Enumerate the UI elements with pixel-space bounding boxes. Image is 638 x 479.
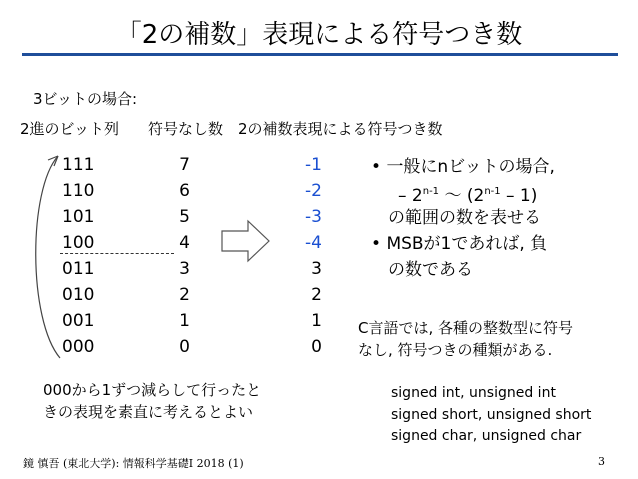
unsigned-value: 7: [179, 155, 190, 175]
bit-pattern: 101: [62, 207, 95, 227]
signed-value: -1: [305, 155, 322, 175]
footer-credit: 鏡 慎吾 (東北大学): 情報科学基礎I 2018 (1): [23, 457, 244, 470]
column-header-unsigned: 符号なし数: [148, 120, 224, 138]
bullet-msb: • MSBが1であれば, 負: [371, 234, 548, 254]
type-pair: signed char, unsigned char: [391, 428, 582, 444]
unsigned-value: 6: [179, 181, 190, 201]
wrap-around-arrow-icon: [30, 150, 70, 365]
range-description: の範囲の数を表せる: [388, 208, 541, 228]
right-arrow-icon: [220, 218, 272, 264]
bullet-icon: •: [371, 234, 382, 254]
bullet-icon: •: [371, 157, 382, 177]
bit-pattern: 110: [62, 181, 95, 201]
slide-title: 「2の補数」表現による符号つき数: [115, 20, 523, 50]
case-heading: 3ビットの場合:: [33, 90, 137, 108]
bit-pattern: 001: [62, 311, 95, 331]
signed-value: -2: [305, 181, 322, 201]
signed-value: 1: [311, 311, 322, 331]
signed-value: 0: [311, 337, 322, 357]
signed-value: 3: [311, 259, 322, 279]
column-header-bits: 2進のビット列: [20, 120, 119, 138]
bit-pattern: 010: [62, 285, 95, 305]
c-language-note-line-1: C言語では, 各種の整数型に符号: [358, 319, 574, 337]
title-underline: [22, 53, 618, 56]
unsigned-value: 1: [179, 311, 190, 331]
bit-pattern: 011: [62, 259, 95, 279]
column-header-signed: 2の補数表現による符号つき数: [238, 120, 443, 138]
unsigned-value: 3: [179, 259, 190, 279]
c-type-list: [391, 383, 591, 448]
sign-boundary-dashed-line: [60, 253, 174, 254]
counting-hint-line-2: きの表現を素直に考えるとよい: [43, 403, 254, 421]
counting-hint-line-1: 000から1ずつ減らして行ったと: [43, 381, 262, 399]
bit-pattern: 111: [62, 155, 95, 175]
bit-pattern: 000: [62, 337, 95, 357]
bullet-general-case: • 一般にnビットの場合,: [371, 157, 555, 177]
bullet-msb-continued: の数である: [388, 260, 473, 280]
signed-value: -3: [305, 207, 322, 227]
signed-value: 2: [311, 285, 322, 305]
type-pair: signed short, unsigned short: [391, 406, 592, 423]
unsigned-value: 4: [179, 233, 190, 253]
unsigned-value: 2: [179, 285, 190, 305]
c-language-note-line-2: なし, 符号つきの種類がある.: [358, 341, 553, 359]
type-pair: signed int, unsigned int: [391, 385, 556, 401]
page-number: 3: [598, 455, 605, 468]
unsigned-value: 5: [179, 207, 190, 227]
unsigned-value: 0: [179, 337, 190, 357]
bit-pattern: 100: [62, 233, 95, 253]
signed-value: -4: [305, 233, 322, 253]
range-formula: – 2$^{n-1}$ ～ (2$^{n-1}$ – 1): [398, 186, 538, 206]
